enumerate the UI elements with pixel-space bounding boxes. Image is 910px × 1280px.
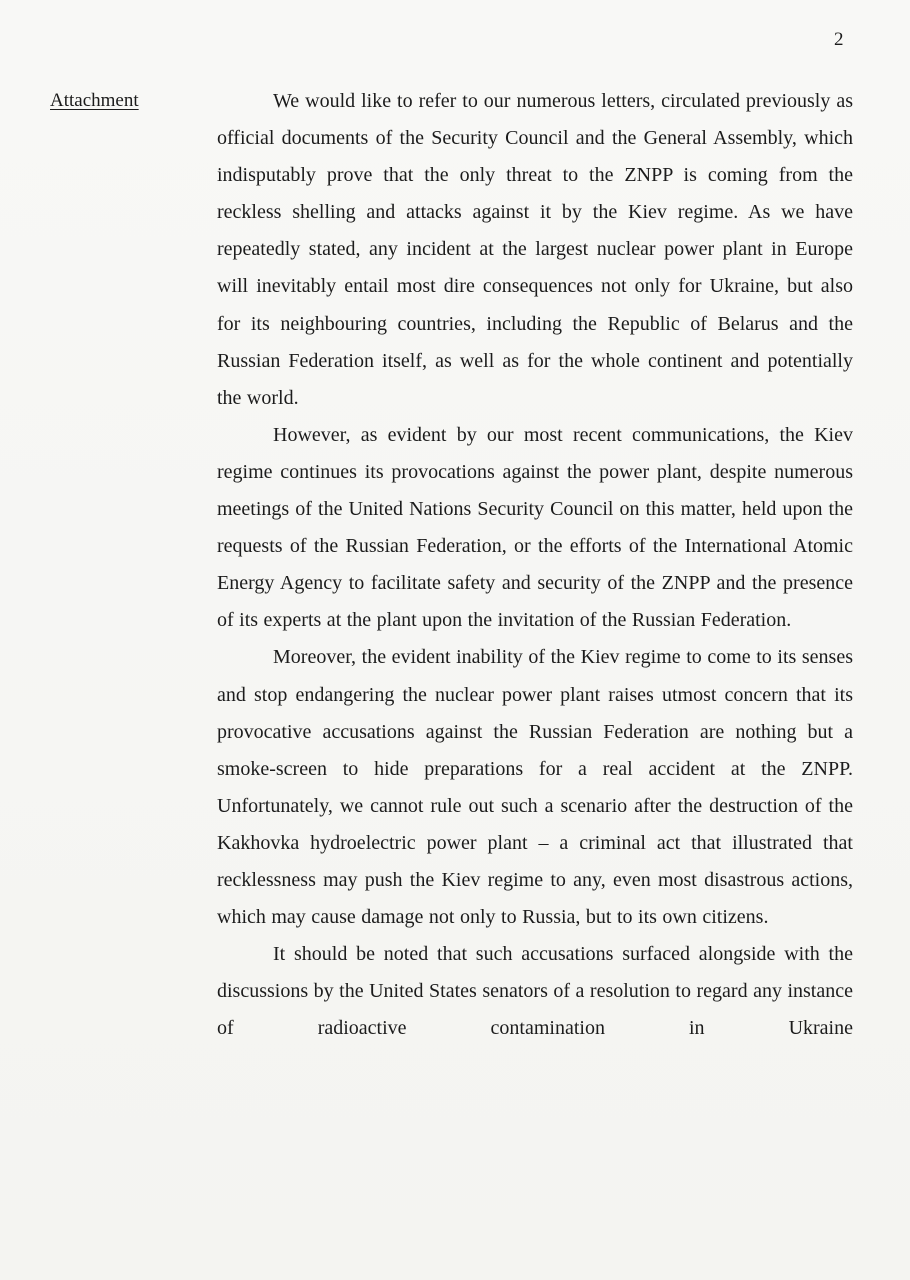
attachment-label: Attachment — [50, 90, 139, 111]
document-body — [217, 83, 853, 1047]
paragraph: Moreover, the evident inability of the Kiev regime to come to its senses and stop endangering the nuclear power plant raises utmost concern that its provocative accusations against the Russian Federation are nothing but a smoke-screen to hide preparations for a real accident at the ZNPP. Unfortunately, we cannot rule out such a scenario after the destruction of the Kakhovka hydroelectric power plant – a criminal act that illustrated that recklessness may push the Kiev regime to any, even most disastrous actions, which may cause damage not only to Russia, but to its own citizens. — [217, 646, 853, 929]
paragraph: We would like to refer to our numerous letters, circulated previously as official documents of the Security Council and the General Assembly, which indisputably prove that the only threat to the ZNPP is coming from the reckless shelling and attacks against it by the Kiev regime. As we have repeatedly stated, any incident at the largest nuclear power plant in Europe will inevitably entail most dire consequences not only for Ukraine, but also for its neighbouring countries, including the Republic of Belarus and the Russian Federation itself, as well as for the whole continent and potentially the world. — [217, 90, 853, 409]
paragraph: However, as evident by our most recent communications, the Kiev regime continues its provocations against the power plant, despite numerous meetings of the United Nations Security Council on this matter, held upon the requests of the Russian Federation, or the efforts of the International Atomic Energy Agency to facilitate safety and security of the ZNPP and the presence of its experts at the plant upon the invitation of the Russian Federation. — [217, 423, 853, 632]
page-number: 2 — [834, 29, 844, 50]
paragraph: It should be noted that such accusations surfaced alongside with the discussions by the United States senators of a resolution to regard any instance of radioactive contamination in Ukraine — [217, 943, 853, 1040]
